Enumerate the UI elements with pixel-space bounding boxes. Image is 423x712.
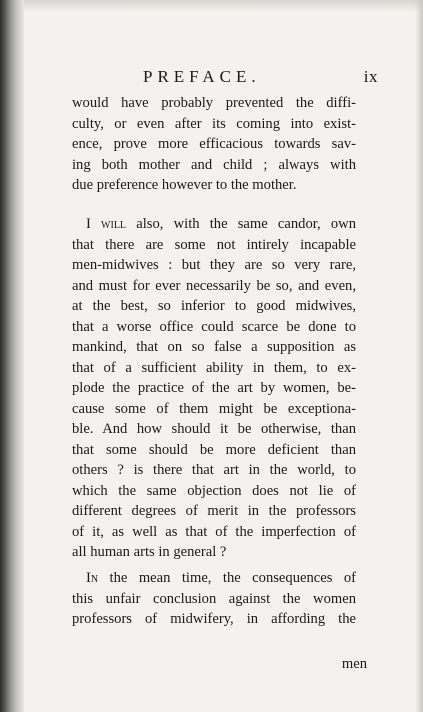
running-head-title: PREFACE. bbox=[143, 67, 261, 86]
paragraph-2-line-13: others ? is there that art in the world, to bbox=[72, 462, 356, 478]
paragraph-1-line-3: ence, prove more efficacious towards sav- bbox=[72, 136, 356, 152]
paragraph-2-line-9: plode the practice of the art by women, be- bbox=[72, 380, 356, 396]
paragraph-2 bbox=[72, 214, 356, 563]
paragraph-3 bbox=[72, 568, 356, 630]
paragraph-1-line-1: would have probably prevented the diffi- bbox=[72, 95, 356, 111]
paragraph-3-line-2: this unfair conclusion against the women bbox=[72, 590, 356, 607]
running-head bbox=[70, 67, 378, 91]
paragraph-3-line-1 bbox=[72, 568, 356, 589]
paragraph-3-lead-in: In bbox=[86, 570, 99, 586]
paragraph-2-line-12: that some should be more deficient than bbox=[72, 441, 356, 458]
paragraph-2-line-7: mankind, that on so false a supposition as bbox=[72, 339, 356, 355]
paragraph-2-line-11: ble. And how should it be otherwise, than bbox=[72, 421, 356, 437]
paragraph-2-line-3: men-midwives : but they are so very rare, bbox=[72, 257, 356, 273]
paragraph-2-line-4: and must for ever necessarily be so, and even, bbox=[72, 277, 356, 294]
paragraph-1-line-4: ing both mother and child ; always with bbox=[72, 156, 356, 173]
paragraph-2-line-2: that there are some not intirely incapable bbox=[72, 236, 356, 253]
paragraph-1 bbox=[72, 93, 356, 196]
paragraph-2-lead-in: I will bbox=[86, 216, 127, 232]
page-edge-shadow bbox=[415, 0, 423, 712]
page-number: ix bbox=[363, 67, 378, 86]
paragraph-2-line-10: cause some of them might be exceptiona- bbox=[72, 400, 356, 417]
paragraph-2-line-5: at the best, so inferior to good midwives, bbox=[72, 298, 356, 314]
page-top-shadow bbox=[24, 0, 423, 12]
book-binding-shadow bbox=[0, 0, 24, 712]
paragraph-1-line-5: due preference however to the mother. bbox=[72, 177, 297, 193]
paragraph-3-line-1-text: the mean time, the consequences of bbox=[109, 570, 356, 586]
paragraph-3-line-3: professors of midwifery, in affording the bbox=[72, 611, 356, 627]
paragraph-1-line-2: culty, or even after its coming into exist- bbox=[72, 115, 356, 132]
paragraph-2-line-17: all human arts in general ? bbox=[72, 544, 227, 560]
paragraph-2-line-8: that of a sufficient ability in them, to ex- bbox=[72, 359, 356, 376]
paragraph-2-line-6: that a worse office could scarce be done to bbox=[72, 318, 356, 335]
catchword: men bbox=[341, 656, 367, 672]
paragraph-2-line-15: different degrees of merit in the professors bbox=[72, 503, 356, 519]
paragraph-2-line-1 bbox=[72, 214, 356, 235]
paragraph-2-line-14: which the same objection does not lie of bbox=[72, 482, 356, 499]
paragraph-2-line-1-text: also, with the same candor, own bbox=[136, 216, 357, 232]
paragraph-2-line-16: of it, as well as that of the imperfection of bbox=[72, 523, 356, 540]
